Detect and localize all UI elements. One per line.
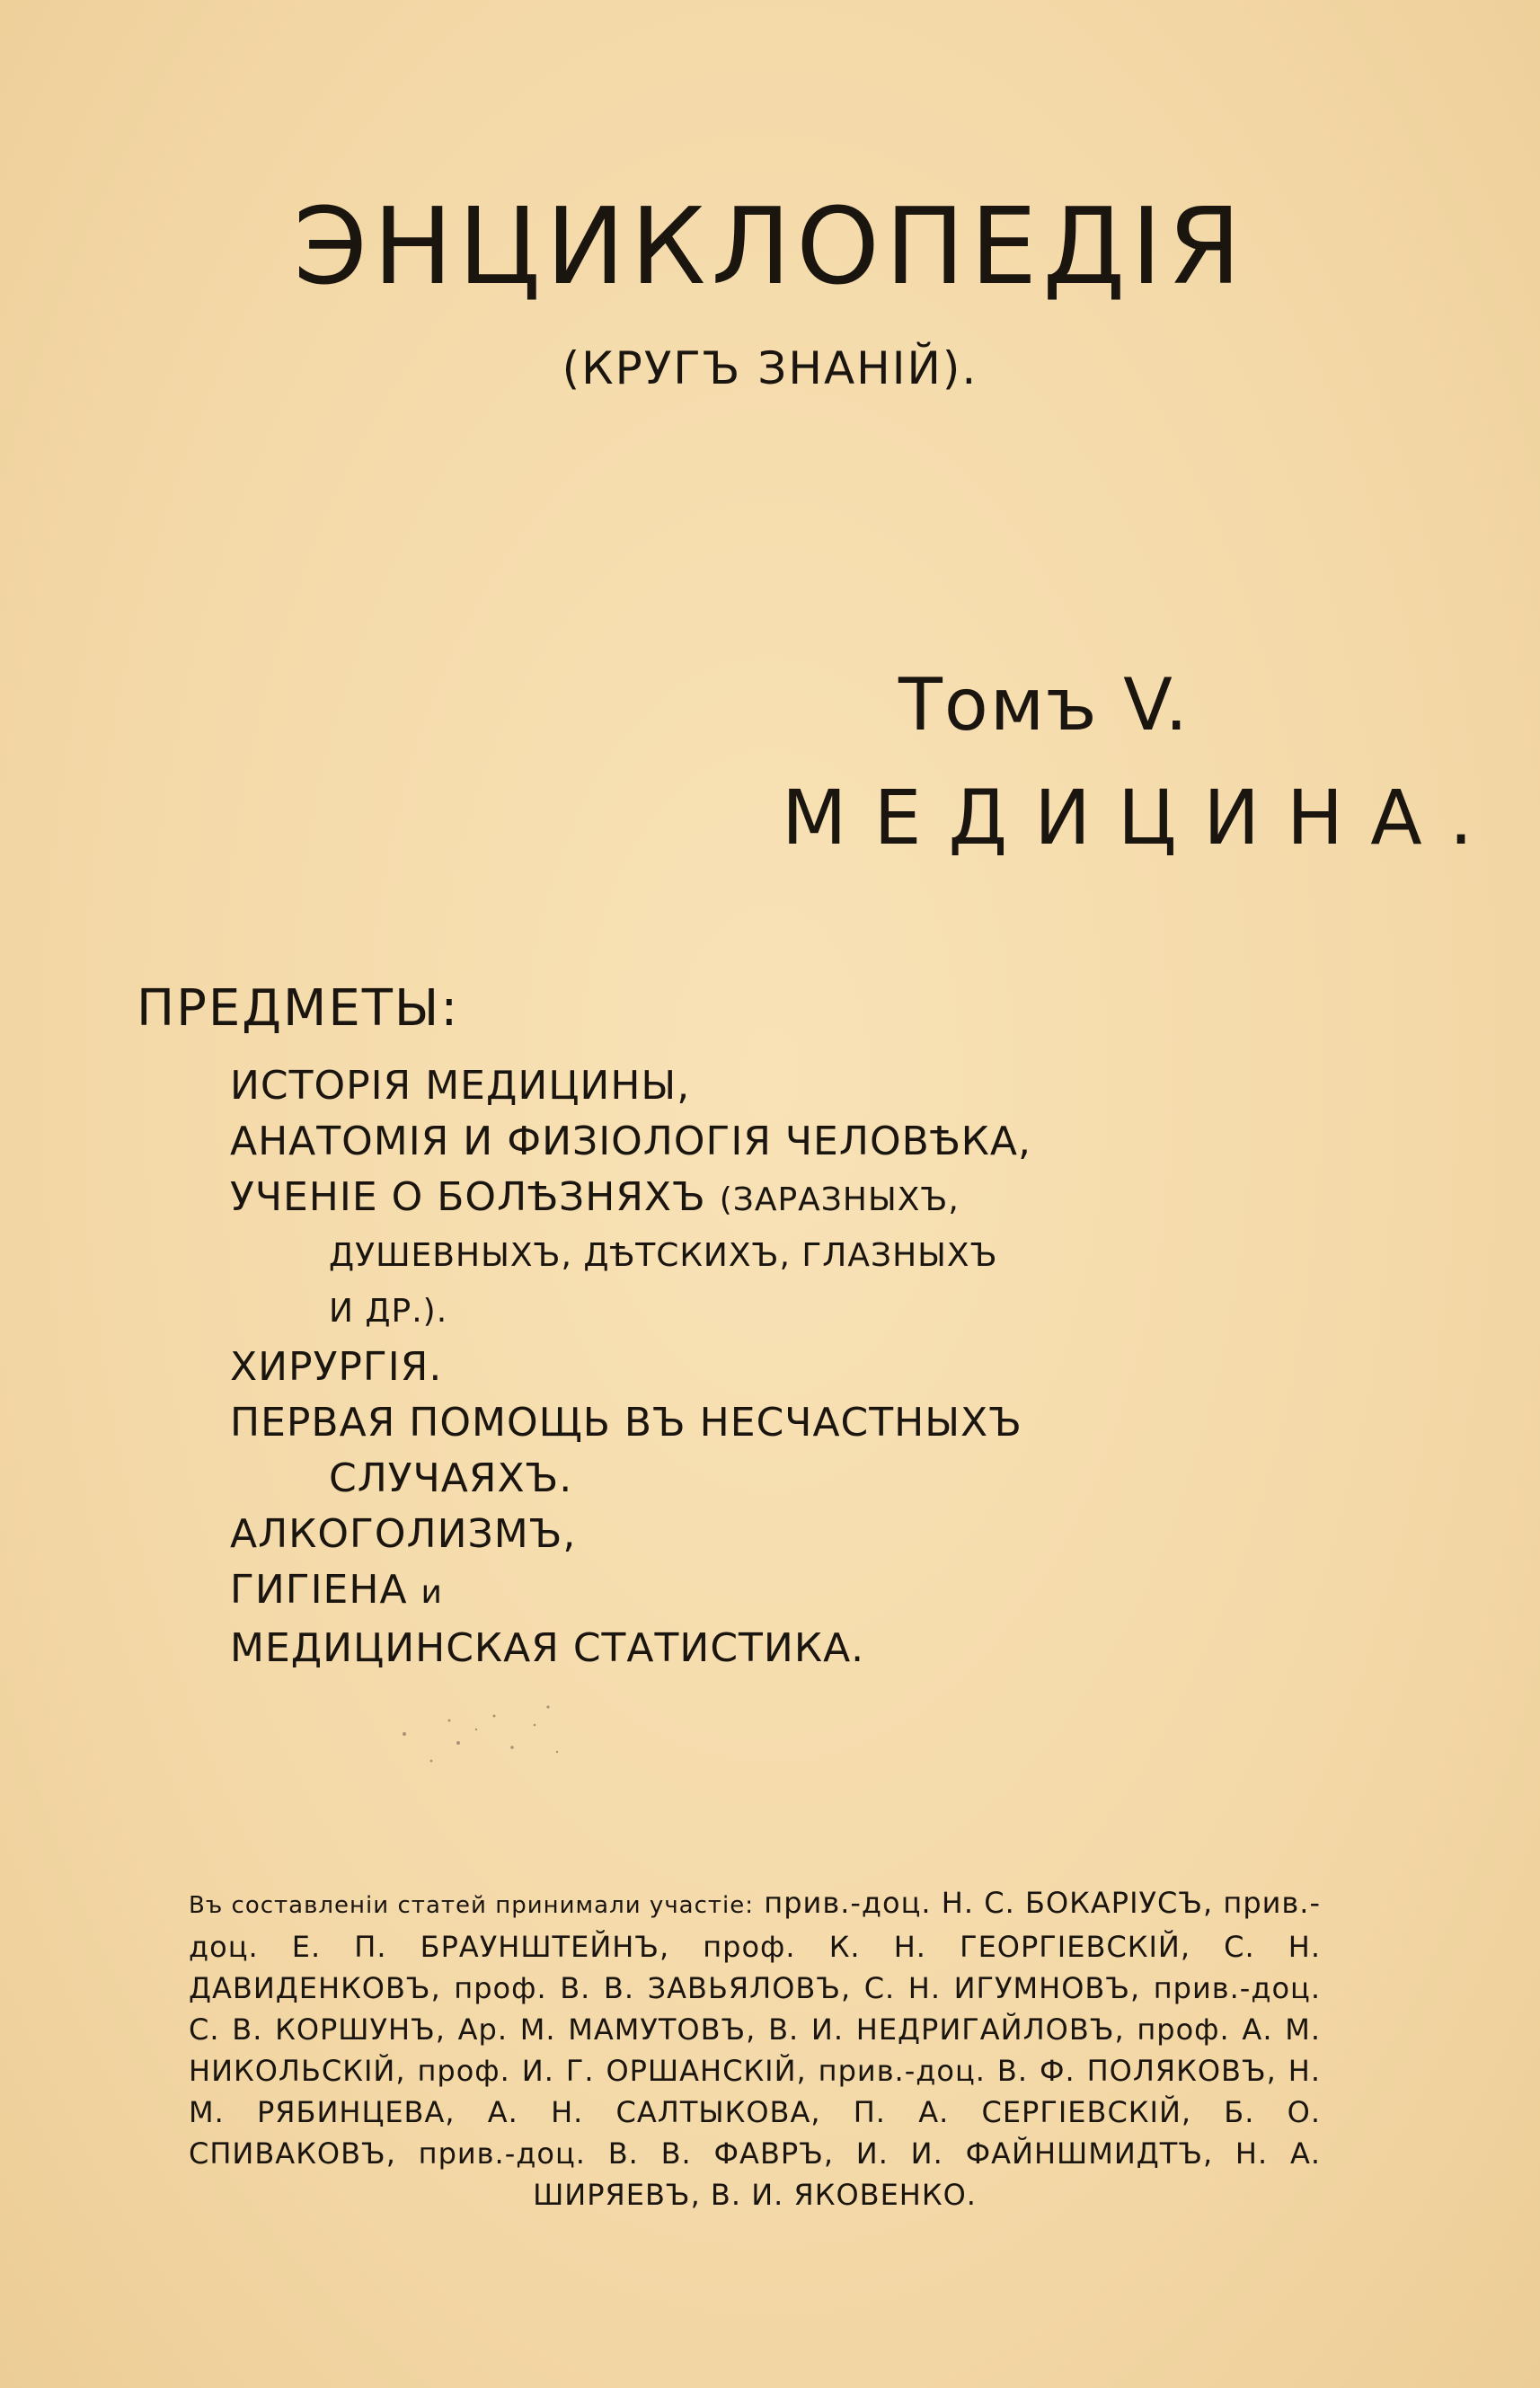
subject-item: УЧЕНІЕ О БОЛѢЗНЯХЪ (ЗАРАЗНЫХЪ,	[230, 1174, 960, 1220]
encyclopedia-subtitle: (КРУГЪ ЗНАНІЙ).	[562, 342, 978, 394]
subjects-heading: ПРЕДМЕТЫ:	[137, 979, 460, 1038]
subject-item: АНАТОМІЯ И ФИЗІОЛОГІЯ ЧЕЛОВѢКА,	[230, 1119, 1031, 1164]
subject-item: ГИГІЕНА и	[230, 1567, 443, 1613]
subject-item: ПЕРВАЯ ПОМОЩЬ ВЪ НЕСЧАСТНЫХЪ	[230, 1400, 1022, 1446]
printing-specks	[377, 1680, 593, 1788]
volume-label: Томъ V.	[898, 663, 1190, 747]
subject-item-continuation: СЛУЧАЯХЪ.	[329, 1455, 573, 1501]
subjects-list	[230, 1058, 1308, 1676]
volume-name: МЕДИЦИНА.	[782, 774, 1500, 862]
subject-item-continuation: И ДР.).	[329, 1293, 448, 1330]
subject-item-continuation: ДУШЕВНЫХЪ, ДѢТСКИХЪ, ГЛАЗНЫХЪ	[329, 1237, 998, 1274]
contributors-paragraph: Въ составленіи статей принимали участіе: прив.-доц. Н. С. БОКАРІУСЪ, прив.-доц. Е. П. БРАУНШТЕЙНЪ, проф. К. Н. ГЕОРГІЕВСКІЙ, С. Н. ДАВИДЕНКОВЪ, проф. В. В. ЗАВЬЯЛОВЪ, С. Н. ИГУМНОВЪ, прив.-доц. С. В. КОРШУНЪ, Ар. М. МАМУТОВЪ, В. И. НЕДРИГАЙЛОВЪ, проф. А. М. НИКОЛЬСКІЙ, проф. И. Г. ОРШАНСКІЙ, прив.-доц. В. Ф. ПОЛЯКОВЪ, Н. М. РЯБИНЦЕВА, А. Н. САЛТЫКОВА, П. А. СЕРГІЕВСКІЙ, Б. О. СПИВАКОВЪ, прив.-доц. В. В. ФАВРЪ, И. И. ФАЙНШМИДТЪ, Н. А. ШИРЯЕВЪ, В. И. ЯКОВЕНКО.	[189, 1886, 1322, 2212]
subject-item: ХИРУРГІЯ.	[230, 1344, 443, 1390]
subject-item: МЕДИЦИНСКАЯ СТАТИСТИКА.	[230, 1625, 865, 1671]
subject-item: АЛКОГОЛИЗМЪ,	[230, 1511, 577, 1557]
subject-item: ИСТОРІЯ МЕДИЦИНЫ,	[230, 1063, 691, 1109]
encyclopedia-title: ЭНЦИКЛОПЕДІЯ	[293, 184, 1247, 308]
